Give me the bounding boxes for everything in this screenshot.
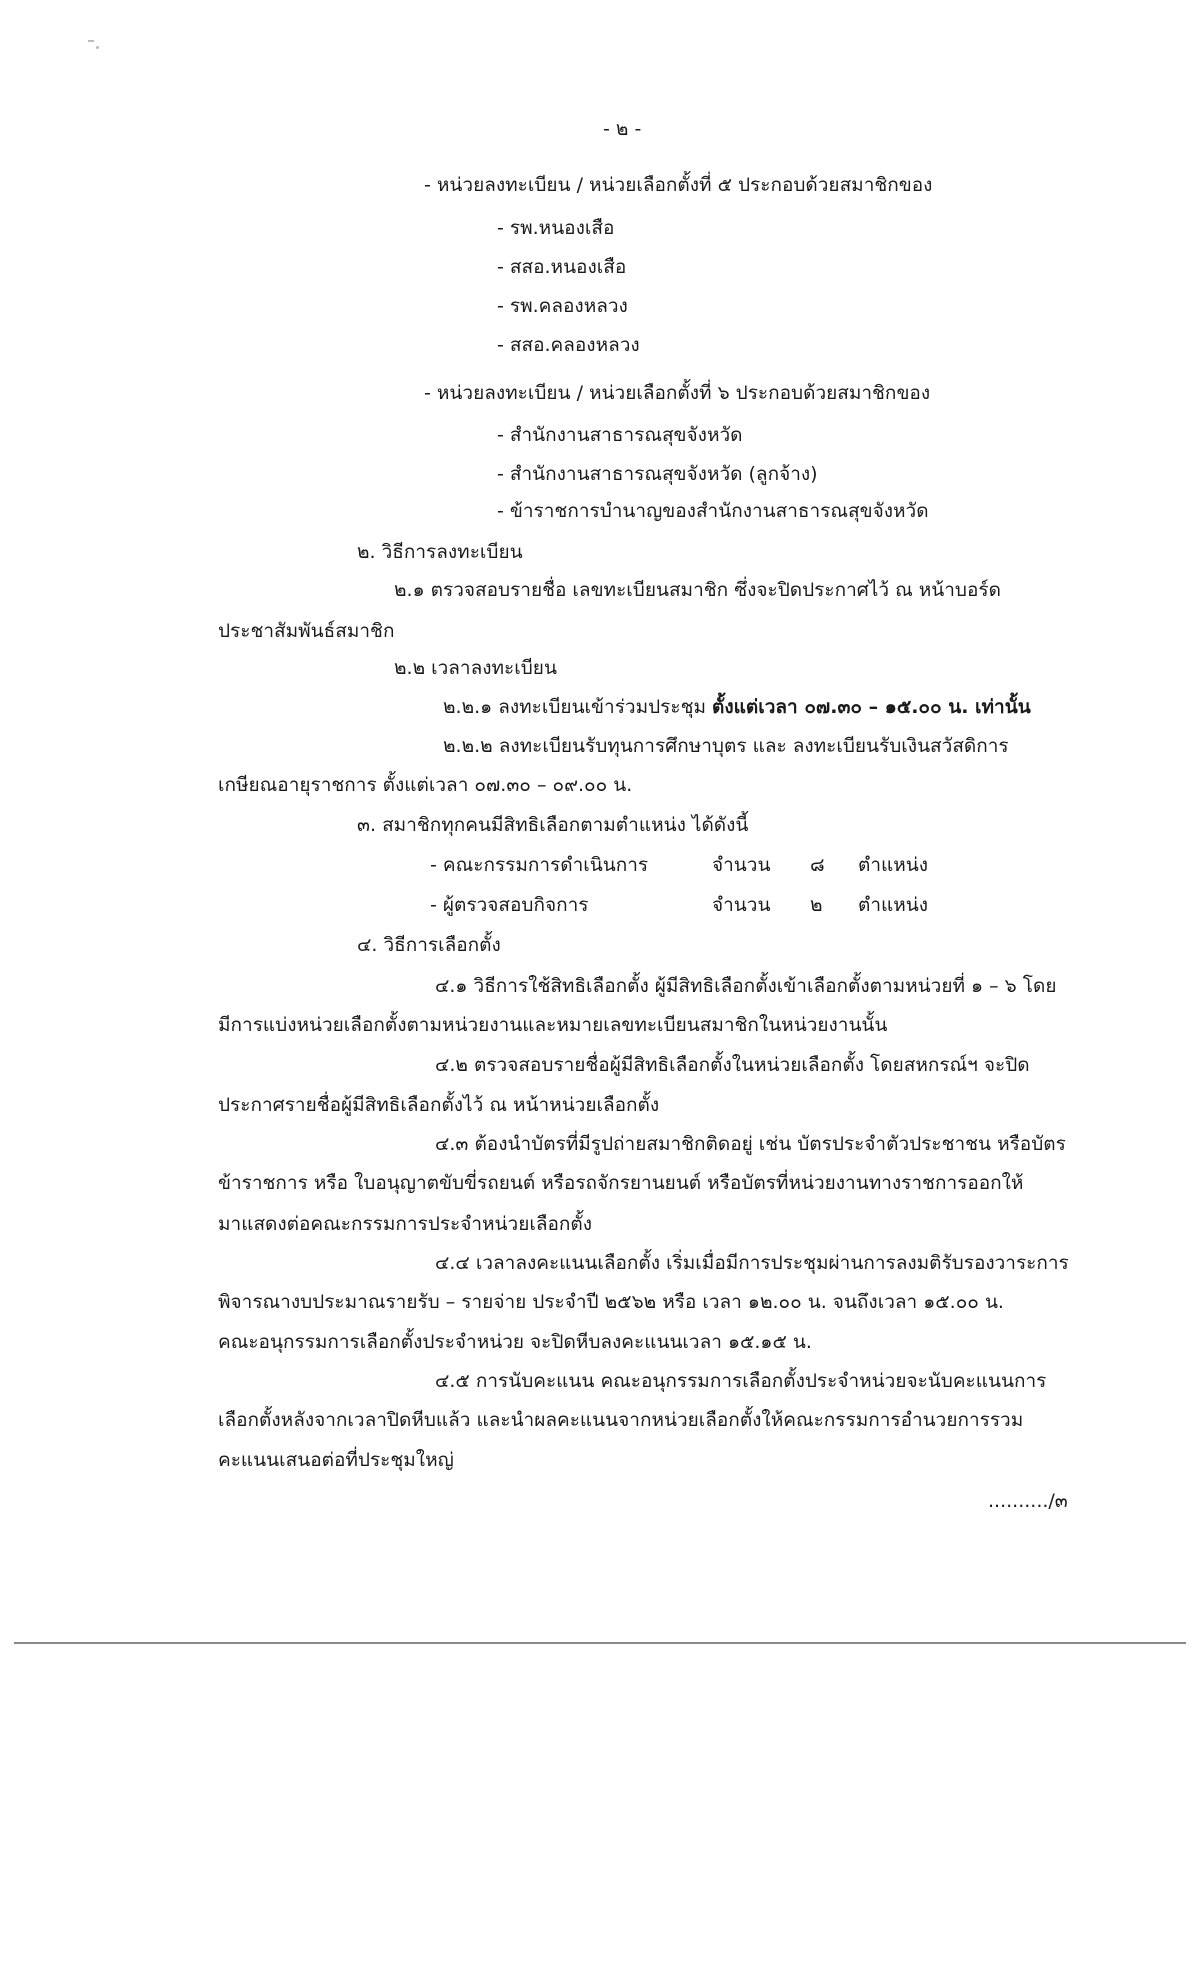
- unit-5-member: - สสอ.คลองหลวง: [497, 334, 640, 356]
- page-bottom-rule: [14, 1642, 1186, 1644]
- section-4-title: ๔. วิธีการเลือกตั้ง: [357, 934, 501, 956]
- position-count-label: จำนวน: [712, 854, 771, 876]
- section-2-2-1-time: ตั้งแต่เวลา ๐๗.๓๐ – ๑๕.๐๐ น. เท่านั้น: [712, 696, 1031, 718]
- position-count-label: จำนวน: [712, 894, 771, 916]
- section-2-2-1-text: [443, 694, 1031, 720]
- section-4-5-text: เลือกตั้งหลังจากเวลาปิดหีบแล้ว และนำผลคะแนนจากหน่วยเลือกตั้งให้คณะกรรมการอำนวยการรวม: [218, 1409, 1024, 1431]
- unit-5-member: - สสอ.หนองเสือ: [497, 256, 627, 278]
- section-2-2-1-prefix: ๒.๒.๑ ลงทะเบียนเข้าร่วมประชุม: [443, 696, 706, 718]
- unit-6-heading: - หน่วยลงทะเบียน / หน่วยเลือกตั้งที่ ๖ ประกอบด้วยสมาชิกของ: [424, 382, 931, 404]
- unit-5-member: - รพ.คลองหลวง: [497, 295, 628, 317]
- section-4-2-text: ๔.๒ ตรวจสอบรายชื่อผู้มีสิทธิเลือกตั้งในหน่วยเลือกตั้ง โดยสหกรณ์ฯ จะปิด: [435, 1054, 1030, 1076]
- section-4-3-text: ๔.๓ ต้องนำบัตรที่มีรูปถ่ายสมาชิกติดอยู่ เช่น บัตรประจำตัวประชาชน หรือบัตร: [435, 1133, 1066, 1155]
- section-2-2-2-text: ๒.๒.๒ ลงทะเบียนรับทุนการศึกษาบุตร และ ลงทะเบียนรับเงินสวัสดิการ: [443, 735, 1009, 757]
- section-4-1-text: มีการแบ่งหน่วยเลือกตั้งตามหน่วยงานและหมายเลขทะเบียนสมาชิกในหน่วยงานนั้น: [218, 1014, 888, 1036]
- position-count: ๘: [810, 854, 825, 876]
- section-4-3-text: มาแสดงต่อคณะกรรมการประจำหน่วยเลือกตั้ง: [218, 1213, 593, 1235]
- section-2-2-title: ๒.๒ เวลาลงทะเบียน: [394, 657, 557, 679]
- position-unit: ตำแหน่ง: [858, 854, 929, 876]
- section-2-1-text: ๒.๑ ตรวจสอบรายชื่อ เลขทะเบียนสมาชิก ซึ่งจะปิดประกาศไว้ ณ หน้าบอร์ด: [394, 579, 1001, 601]
- section-4-1-text: ๔.๑ วิธีการใช้สิทธิเลือกตั้ง ผู้มีสิทธิเลือกตั้งเข้าเลือกตั้งตามหน่วยที่ ๑ – ๖ โดย: [435, 975, 1057, 997]
- section-2-2-2-text: เกษียณอายุราชการ ตั้งแต่เวลา ๐๗.๓๐ – ๐๙.๐๐ น.: [218, 774, 633, 796]
- continuation-marker: ........../๓: [988, 1490, 1068, 1512]
- section-4-3-text: ข้าราชการ หรือ ใบอนุญาตขับขี่รถยนต์ หรือรถจักรยานยนต์ หรือบัตรที่หน่วยงานทางราชการออกให้: [218, 1172, 1024, 1194]
- section-2-1-text: ประชาสัมพันธ์สมาชิก: [218, 620, 395, 642]
- position-unit: ตำแหน่ง: [858, 894, 929, 916]
- unit-6-member: - ข้าราชการบำนาญของสำนักงานสาธารณสุขจังหวัด: [497, 500, 929, 522]
- scan-speck: [96, 46, 99, 49]
- section-4-4-text: พิจารณางบประมาณรายรับ – รายจ่าย ประจำปี ๒๕๖๒ หรือ เวลา ๑๒.๐๐ น. จนถึงเวลา ๑๕.๐๐ น.: [218, 1291, 1004, 1313]
- section-3-title: ๓. สมาชิกทุกคนมีสิทธิเลือกตามตำแหน่ง ได้ดังนี้: [357, 814, 749, 836]
- section-4-4-text: คณะอนุกรรมการเลือกตั้งประจำหน่วย จะปิดหีบลงคะแนนเวลา ๑๕.๑๕ น.: [218, 1331, 812, 1353]
- section-2-title: ๒. วิธีการลงทะเบียน: [357, 541, 523, 563]
- unit-6-member: - สำนักงานสาธารณสุขจังหวัด: [497, 424, 743, 446]
- position-role: - คณะกรรมการดำเนินการ: [430, 854, 649, 876]
- unit-5-heading: - หน่วยลงทะเบียน / หน่วยเลือกตั้งที่ ๕ ประกอบด้วยสมาชิกของ: [424, 174, 933, 196]
- position-role: - ผู้ตรวจสอบกิจการ: [430, 894, 589, 916]
- position-count: ๒: [810, 894, 823, 916]
- scan-speck: [88, 40, 94, 42]
- unit-5-member: - รพ.หนองเสือ: [497, 217, 615, 239]
- section-4-2-text: ประกาศรายชื่อผู้มีสิทธิเลือกตั้งไว้ ณ หน้าหน่วยเลือกตั้ง: [218, 1094, 660, 1116]
- section-4-4-text: ๔.๔ เวลาลงคะแนนเลือกตั้ง เริ่มเมื่อมีการประชุมผ่านการลงมติรับรองวาระการ: [435, 1252, 1069, 1274]
- section-4-5-text: ๔.๕ การนับคะแนน คณะอนุกรรมการเลือกตั้งประจำหน่วยจะนับคะแนนการ: [435, 1370, 1047, 1392]
- unit-6-member: - สำนักงานสาธารณสุขจังหวัด (ลูกจ้าง): [497, 463, 818, 485]
- page-number: - ๒ -: [603, 118, 642, 140]
- section-4-5-text: คะแนนเสนอต่อที่ประชุมใหญ่: [218, 1449, 454, 1471]
